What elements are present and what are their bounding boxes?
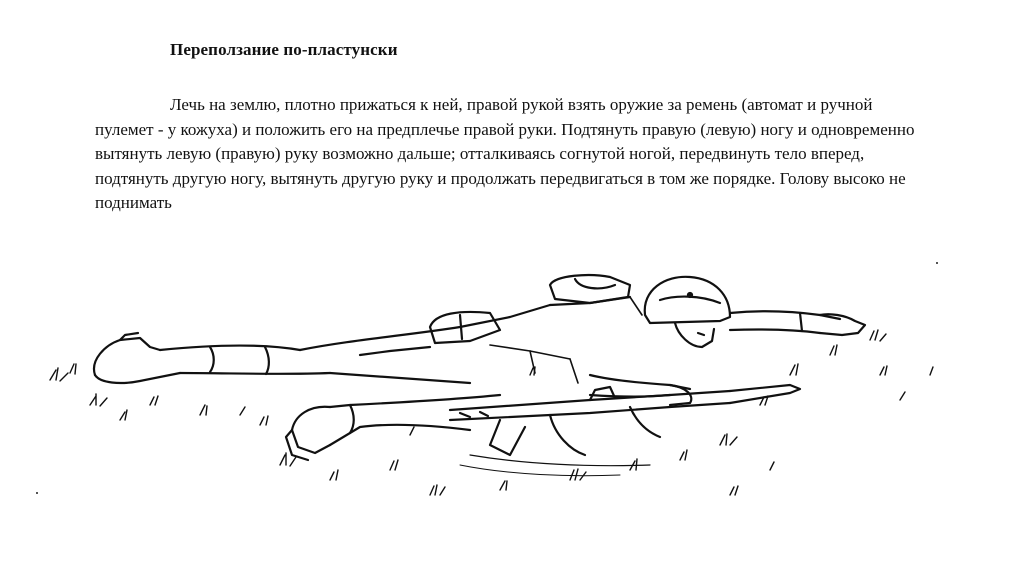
instruction-paragraph: Лечь на землю, плотно прижаться к ней, правой рукой взять оружие за ремень (автомат и ручной пулемет - у кожуха) и положить его на предплечье правой руки. Подтянуть правую (левую) ногу и одновременно вытянуть левую (правую) руку возможно дальше; отталкиваясь согнутой ногой, передвинуть тело вперед, подтянуть другую ногу, вытянуть другую руку и продолжать передвигаться в том же порядке. Голову высоко не поднимать [95,95,915,212]
page-title: Переползание по-пластунски [170,40,398,59]
crawling-soldier-drawing-icon [30,255,990,555]
